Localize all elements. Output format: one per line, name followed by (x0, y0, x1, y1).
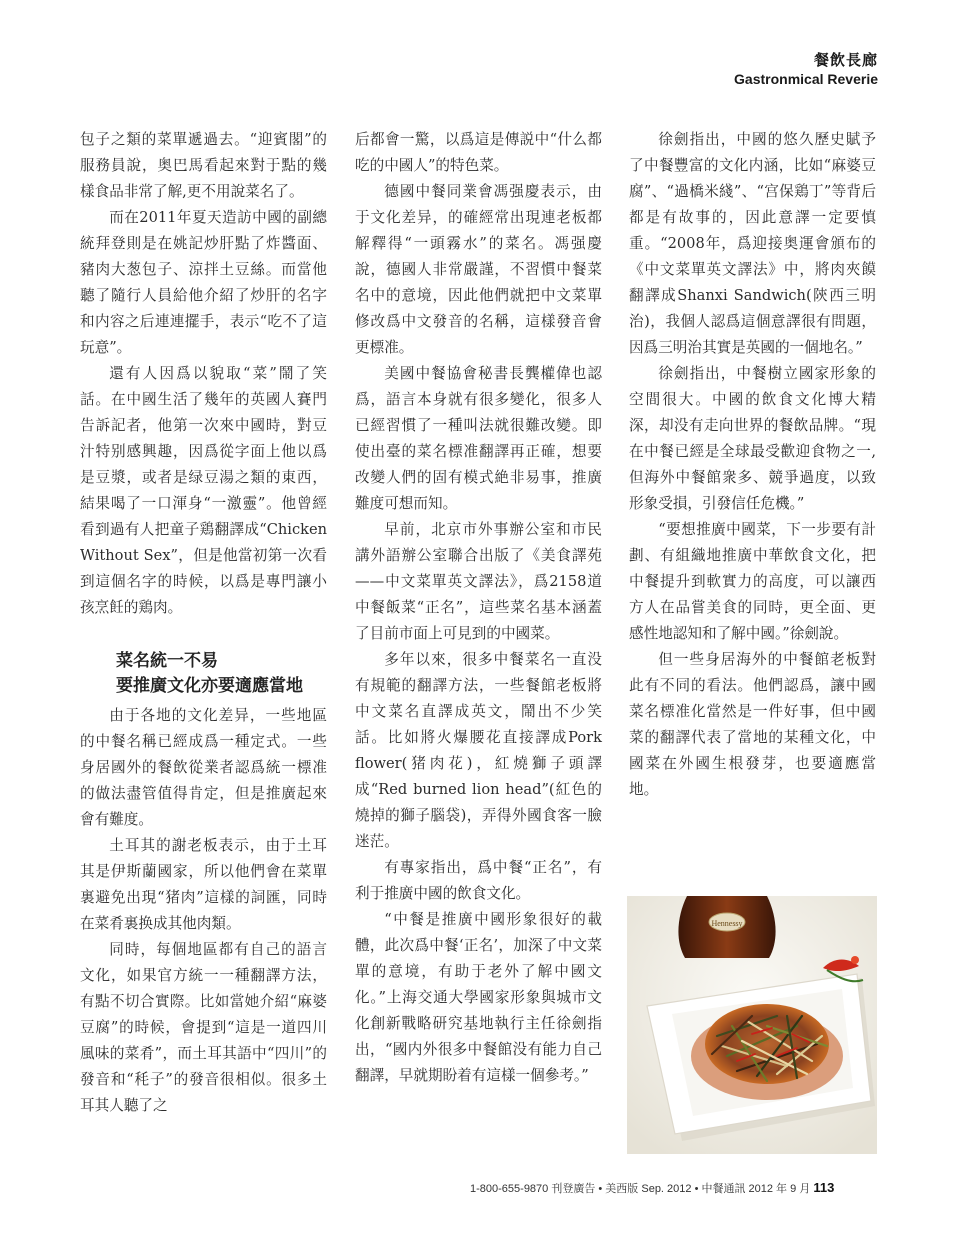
paragraph: 后都會一驚，以爲這是傳説中“什么都吃的中國人”的特色菜。 (355, 131, 602, 174)
paragraph: 由于各地的文化差异，一些地區的中餐名稱已經成爲一種定式。一些身居國外的餐飲從業者認爲統一標准的做法盡管值得肯定，但是推廣起來會有難度。 (80, 707, 327, 828)
section-heading-line-1: 菜名統一不易 (116, 651, 218, 671)
paragraph: 還有人因爲以貌取“菜”鬧了笑話。在中國生活了幾年的英國人賽門告訴記者，他第一次來中國時，對豆汁特别感興趣，因爲從字面上他以爲是豆漿，或者是绿豆湯之類的東西，結果喝了一口渾身“一激靈”。他曾經看到過有人把童子鶏翻譯成“Chicken Without Sex”，但是他當初第一次看到這個名字的時候，以爲是專門讓小孩烹飪的鶏肉。 (80, 365, 327, 616)
food-photo-illustration (627, 896, 877, 1154)
paragraph: 德國中餐同業會馮强慶表示，由于文化差异，的確經常出現連老板都解釋得“一頭霧水”的菜名。馮强慶說，德國人非常嚴謹，不習慣中餐菜名中的意境，因此他們就把中文菜單修改爲中文發音的名稱，這樣發音會更標准。 (355, 183, 602, 356)
paragraph: 多年以來，很多中餐菜名一直没有規範的翻譯方法，一些餐館老板將中文菜名直譯成英文，鬧出不少笑話。比如將火爆腰花直接譯成Pork flower(猪肉花)，紅燒獅子頭譯成“Red burned lion head”(紅色的燒掉的獅子腦袋)，弄得外國食客一臉迷茫。 (355, 651, 602, 850)
paragraph: 而在2011年夏天造訪中國的副總統拜登則是在姚記炒肝點了炸醬面、豬肉大葱包子、涼拌土豆絲。而當他聽了隨行人員給他介紹了炒肝的名字和内容之后連連擺手，表示“吃不了這玩意”。 (80, 209, 327, 356)
page-number: 113 (813, 1180, 835, 1195)
paragraph: 土耳其的謝老板表示，由于土耳其是伊斯蘭國家，所以他們會在菜單裏避免出現“猪肉”這樣的詞匯，同時在菜肴裏换成其他肉類。 (80, 837, 327, 932)
section-title-chinese: 餐飲長廊 (813, 51, 878, 69)
section-heading (80, 649, 327, 699)
page-header (734, 50, 878, 88)
paragraph: 但一些身居海外的中餐館老板對此有不同的看法。他們認爲，讓中國菜名標准化當然是一件好事，但中國菜的翻譯代表了當地的某種文化，中國菜在外國生根發芽，也要適應當地。 (629, 651, 876, 798)
section-title-english: Gastronmical Reverie (734, 71, 878, 87)
paragraph: 包子之類的菜單遞過去。“迎賓閣”的服務員說，奥巴馬看起來對于點的幾樣食品非常了解,更不用說菜名了。 (80, 131, 327, 200)
article-column-2 (355, 127, 602, 1089)
footer-text: 1-800-655-9870 刊登廣告 • 美西版 Sep. 2012 • 中餐通訊 2012 年 9 月 (470, 1183, 811, 1195)
article-column-1 (80, 127, 327, 1119)
cognac-bottle (678, 896, 775, 958)
paragraph: 徐劍指出，中餐樹立國家形象的空間很大。中國的飲食文化博大精深，却没有走向世界的餐飲品牌。“現在中餐已經是全球最受歡迎食物之一,但海外中餐館衆多、競爭過度，以致形象受損，引發信任危機。” (629, 365, 876, 512)
paragraph: 美國中餐協會秘書長龔權偉也認爲，語言本身就有很多變化，很多人已經習慣了一種叫法就很難改變。即使出臺的菜名標准翻譯再正確，想要改變人們的固有模式絶非易事，推廣難度可想而知。 (355, 365, 602, 512)
page-footer (470, 1180, 880, 1196)
article-column-3 (629, 127, 876, 803)
shredded-pork-dish (705, 1004, 829, 1084)
section-heading-line-2: 要推廣文化亦要適應當地 (116, 676, 303, 696)
food-photo (627, 896, 877, 1154)
bottle-label: Hennessy (711, 919, 743, 928)
paragraph: 徐劍指出，中國的悠久歷史賦予了中餐豐富的文化内涵，比如“麻婆豆腐”、“過橋米綫”、“宫保鶏丁”等背后都是有故事的，因此意譯一定要慎重。“2008年，爲迎接奥運會頒布的《中文菜單英文譯法》中，將肉夾饃翻譯成Shanxi Sandwich(陝西三明治)，我個人認爲這個意譯很有問題，因爲三明治其實是英國的一個地名。” (629, 131, 876, 356)
paragraph: “中餐是推廣中國形象很好的載體，此次爲中餐‘正名’，加深了中文菜單的意境，有助于老外了解中國文化。”上海交通大學國家形象與城市文化創新戰略研究基地執行主任徐劍指出，“國内外很多中餐館没有能力自己翻譯，早就期盼着有這樣一個參考。” (355, 911, 602, 1084)
paragraph: “要想推廣中國菜，下一步要有計劃、有組織地推廣中華飲食文化，把中餐提升到軟實力的高度，可以讓西方人在品嘗美食的同時，更全面、更感性地認知和了解中國。”徐劍說。 (629, 521, 876, 642)
paragraph: 有專家指出，爲中餐“正名”，有利于推廣中國的飲食文化。 (355, 859, 602, 902)
paragraph: 早前，北京市外事辦公室和市民講外語辦公室聯合出版了《美食譯苑——中文菜單英文譯法》，爲2158道中餐飯菜“正名”，這些菜名基本涵蓋了目前市面上可見到的中國菜。 (355, 521, 602, 642)
paragraph: 同時，每個地區都有自己的語言文化，如果官方統一一種翻譯方法，有點不切合實際。比如當她介紹“麻婆豆腐”的時候，會提到“這是一道四川風味的菜肴”，而土耳其語中“四川”的發音和“秏子”的發音很相似。很多土耳其人聽了之 (80, 941, 327, 1114)
